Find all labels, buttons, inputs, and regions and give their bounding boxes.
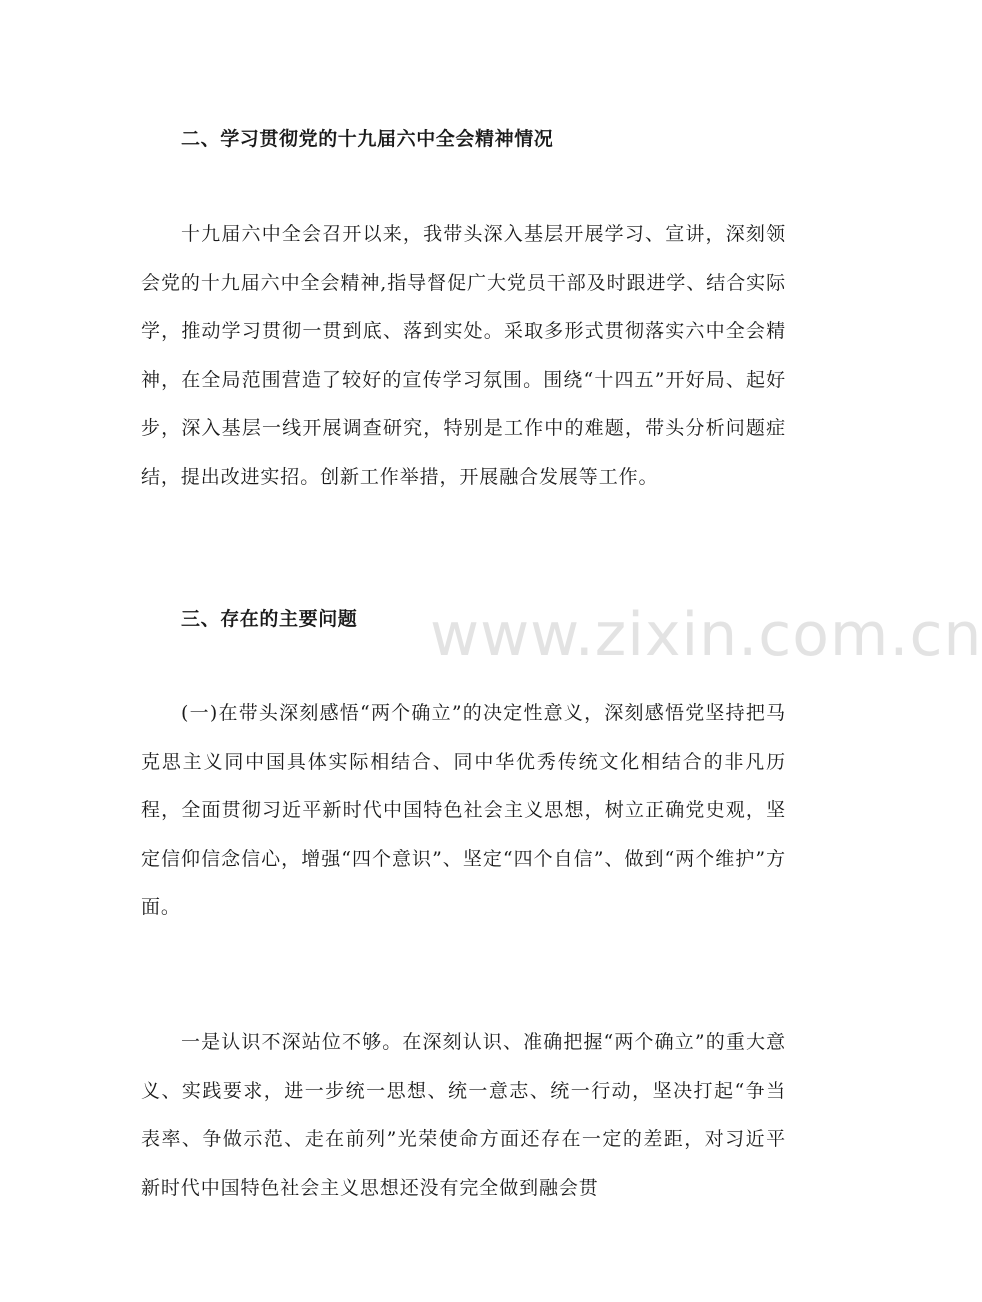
- problem-item-1-paragraph: (一)在带头深刻感悟“两个确立”的决定性意义，深刻感悟党坚持把马克思主义同中国具体实际相结合、同中华优秀传统文化相结合的非凡历程，全面贯彻习近平新时代中国特色社会主义思想，树立正确党史观，坚定信仰信念信心，增强“四个意识”、坚定“四个自信”、做到“两个维护”方面。: [141, 702, 786, 918]
- study-paragraph: 十九届六中全会召开以来，我带头深入基层开展学习、宣讲，深刻领会党的十九届六中全会精神,指导督促广大党员干部及时跟进学、结合实际学，推动学习贯彻一贯到底、落到实处。采取多形式贯彻落实六中全会精神，在全局范围营造了较好的宣传学习氛围。围绕“十四五”开好局、起好步，深入基层一线开展调查研究，特别是工作中的难题，带头分析问题症结，提出改进实招。创新工作举措，开展融合发展等工作。: [141, 223, 786, 488]
- site-watermark: www.zixin.com.cn: [430, 600, 982, 670]
- section-heading-problems: 三、存在的主要问题: [181, 608, 358, 630]
- problem-point-1-paragraph: 一是认识不深站位不够。在深刻认识、准确把握“两个确立”的重大意义、实践要求，进一步统一思想、统一意志、统一行动，坚决打起“争当表率、争做示范、走在前列”光荣使命方面还存在一定的差距，对习近平新时代中国特色社会主义思想还没有完全做到融会贯: [141, 1031, 786, 1199]
- section-heading-study: 二、学习贯彻党的十九届六中全会精神情况: [181, 128, 554, 150]
